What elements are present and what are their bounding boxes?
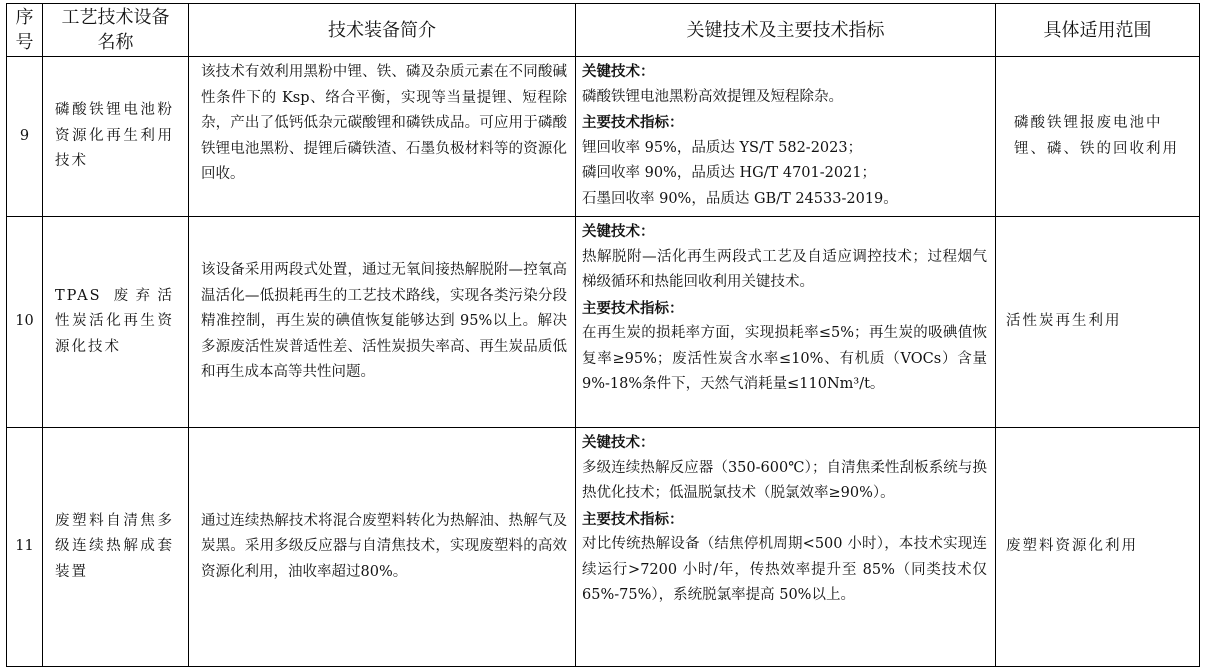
indicator-title: 主要技术指标： <box>582 114 684 131</box>
indicator-title: 主要技术指标： <box>582 510 684 528</box>
technology-table <box>6 3 1200 667</box>
key-indicators-cell <box>576 57 996 217</box>
key-tech-title: 关键技术： <box>582 63 655 80</box>
indicator-item: 在再生炭的损耗率方面，实现损耗率≤5%；再生炭的吸碘值恢复率≥95%；废活性炭含水率≤10%、有机质（VOCs）含量 9%-18%条件下，天然气消耗量≤110Nm³/t。 <box>582 325 987 392</box>
tech-intro: 该设备采用两段式处置，通过无氧间接热解脱附—控氧高温活化—低损耗再生的工艺技术路线，实现各类污染分段精准控制，再生炭的碘值恢复能够达到 95%以上。解决多源废活性炭普适性差、活性炭损失率高、再生炭品质低和再生成本高等共性问题。 <box>189 217 576 428</box>
tech-name: TPAS 废弃活性炭活化再生资源化技术 <box>43 217 189 428</box>
key-tech-title: 关键技术： <box>582 223 655 240</box>
scope: 废塑料资源化利用 <box>996 428 1200 667</box>
key-tech-text: 多级连续热解反应器（350-600℃）；自清焦柔性刮板系统与换热优化技术；低温脱氯技术（脱氯效率≥90%）。 <box>582 459 987 501</box>
tech-name: 磷酸铁锂电池粉资源化再生利用技术 <box>43 57 189 217</box>
key-indicators-cell <box>576 217 996 428</box>
row-number: 10 <box>7 217 43 428</box>
header-no: 序号 <box>7 4 43 57</box>
indicator-item: 对比传统热解设备（结焦停机周期<500 小时），本技术实现连续运行>7200 小时/年，传热效率提升至 85%（同类技术仅 65%-75%），系统脱氯率提高 50%以上。 <box>582 536 987 603</box>
header-key: 关键技术及主要技术指标 <box>576 4 996 57</box>
header-name: 工艺技术设备名称 <box>43 4 189 57</box>
key-tech-text: 热解脱附—活化再生两段式工艺及自适应调控技术；过程烟气梯级循环和热能回收利用关键技术。 <box>582 248 987 290</box>
tech-name: 废塑料自清焦多级连续热解成套装置 <box>43 428 189 667</box>
tech-intro: 该技术有效利用黑粉中锂、铁、磷及杂质元素在不同酸碱性条件下的 Ksp、络合平衡，实现等当量提锂、短程除杂，产出了低钙低杂元碳酸锂和磷铁成品。可应用于磷酸铁锂电池黑粉、提锂后磷铁渣、石墨负极材料等的资源化回收。 <box>189 57 576 217</box>
row-number: 9 <box>7 57 43 217</box>
table-row <box>7 57 1200 217</box>
tech-intro: 通过连续热解技术将混合废塑料转化为热解油、热解气及炭黑。采用多级反应器与自清焦技术，实现废塑料的高效资源化利用，油收率超过80%。 <box>189 428 576 667</box>
indicator-title: 主要技术指标： <box>582 299 684 317</box>
key-indicators-cell <box>576 428 996 667</box>
scope: 活性炭再生利用 <box>996 217 1200 428</box>
key-tech-text: 磷酸铁锂电池黑粉高效提锂及短程除杂。 <box>582 88 843 105</box>
table-row <box>7 217 1200 428</box>
table-row <box>7 428 1200 667</box>
row-number: 11 <box>7 428 43 667</box>
table-header-row <box>7 4 1200 57</box>
indicator-item: 磷回收率 90%，品质达 HG/T 4701-2021； <box>582 165 877 181</box>
key-tech-title: 关键技术： <box>582 434 655 451</box>
indicator-item: 石墨回收率 90%，品质达 GB/T 24533-2019。 <box>582 190 898 207</box>
indicator-item: 锂回收率 95%，品质达 YS/T 582-2023； <box>582 139 863 156</box>
header-scope: 具体适用范围 <box>996 4 1200 57</box>
scope: 磷酸铁锂报废电池中锂、磷、铁的回收利用 <box>996 57 1200 217</box>
header-intro: 技术装备简介 <box>189 4 576 57</box>
